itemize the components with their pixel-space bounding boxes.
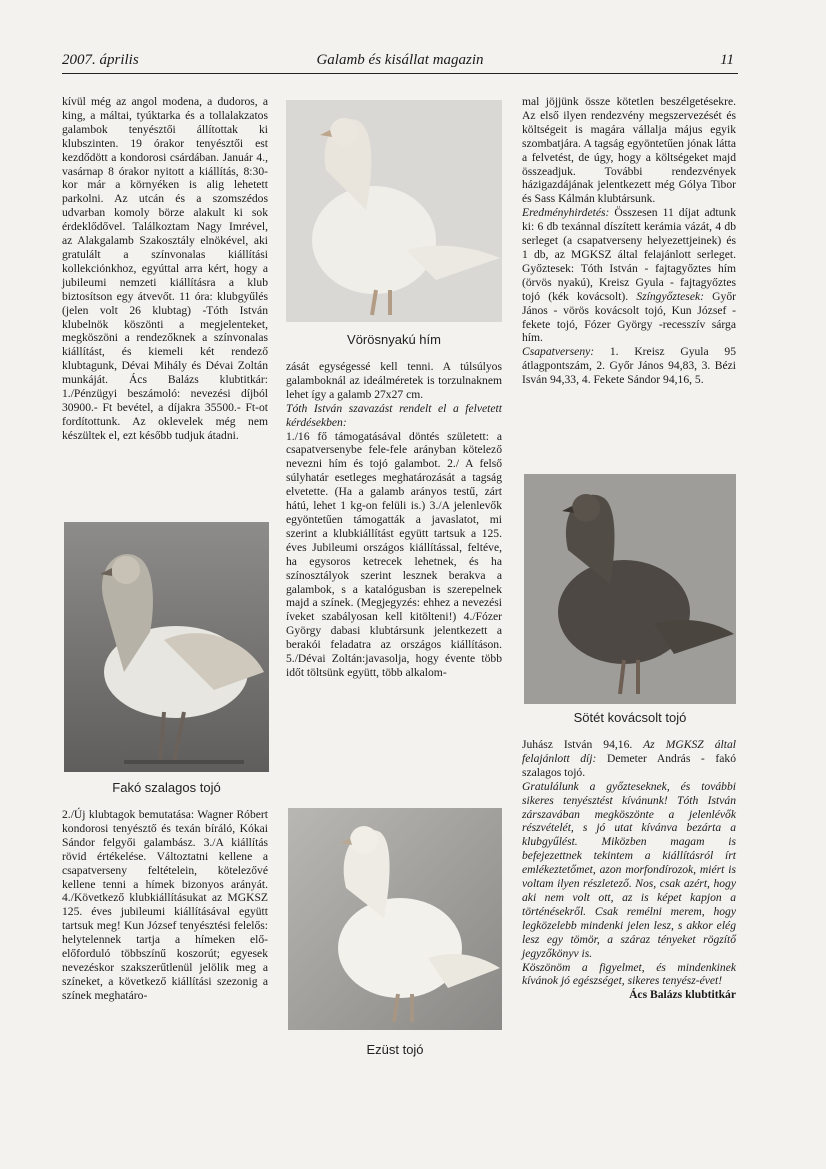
results-text: Összesen 11 díjat adtunk ki: 6 db texánnal díszített kerámia vázát, 4 db serleget (a csapatverseny helyezettjeinek) és 1 db, az MGKSZ által felajánlott serleget. Győztesek: Tóth István - fajtagyőztes hím (örvös nyakú), Kreisz Gyula - fajtagyőztes tojó (kék kovácsolt).	[522, 206, 736, 303]
paragraph: 2./Új klubtagok bemutatása: Wagner Róbert kondorosi tenyésztő és texán bíráló, Kókai Sándor felgyői galambász. 3./A kiállítás rövid értékelése. Változtatni kellene a csapatverseny feltételein, kötelezővé kellene tenni a hímek bizonyos arányát. 4./Következő klubkiállításukat az MGKSZ 125. éves jubileumi kiállításával együtt tartsuk meg! Kun József tenyésztési felelős: helytelennek tartja a hímeken elő-előforduló többszínű koszorút; egyesek nevezéskor szakszerűtlenül jelölik meg a színeket, a következő kiállítási szezonig a színek meghatáro-	[62, 808, 268, 1002]
photo-ezust-tojo	[288, 808, 502, 1030]
paragraph: 1./16 fő támogatásával döntés született: a csapatversenybe fele-fele arányban kötelező nevezni hím és tojó galambot. 2./ A felső súlyhatár esetleges meghatározását a tagság elvetette. (Ha a galamb arányos testű, zárt hátú, lehet 1 kg-on felüli is.) 3./A jelenlevők egyöntetűen támogatták a javaslatot, mi szerint a klubkiállítást együtt tartsuk a 125. éves Jubileumi országos kiállítással, feltéve, ha egysoros ketrecek lehetnek, és ha színosztályok szerint lesznek berakva a galambok, s a katalógusban is szerepelnek majd a színek. (Megjegyzés: ehhez a nevezési íveket szabályosan kell kitölteni!) 4./Fózer György dabasi klubtársunk jelentkezett a berakói feladatra az országos kiállításon. 5./Dévai Zoltán:javasolja, hogy évente több időt töltsünk együtt, több alkalom-	[286, 429, 502, 679]
team-label: Csapatverseny:	[522, 345, 595, 359]
color-winners-label: Színgyőztesek:	[636, 289, 704, 303]
header-rule	[62, 73, 738, 74]
award-label: Az MGKSZ által felajánlott díj:	[522, 738, 736, 765]
results-label: Eredményhirdetés:	[522, 206, 610, 220]
team-text: 1. Kreisz Gyula 95 átlagpontszám, 2. Győr János 94,83, 3. Bézi Isván 94,33, 4. Fekete Sándor 94,16, 5.	[522, 345, 736, 387]
award-text: Demeter András - fakó szalagos tojó.	[522, 751, 736, 779]
paragraph	[522, 206, 736, 345]
paragraph: kívül még az angol modena, a dudoros, a king, a máltai, tyúktarka és a tollalakzatos galambok tenyésztői állítottak ki klubszinten. 19 órakor tenyésztői est kezdődött a kondorosi csárdában. Január 4., vasárnap 8 órakor nyitott a kiállítás, 8:30-kor már a környéken is alig lehetett parkolni. Az utcán és a szomszédos udvarban komoly börze alakult ki sok érdeklődővel. Találkoztam Nagy Imrével, az Alakgalamb Szakosztály elnökével, aki gratulált a színvonalas kiállítási kollekciónkhoz, egyúttal arra kért, hogy a jubileumi nemzeti kiállításra a klub biztosítson egy átvevőt. 11 óra: klubgyűlés (jelen volt 26 klubtag) -Tóth István klubelnök köszönti a megjelenteket, megköszöni a rendezőknek a színvonalas kiállítást, és kiemeli két rendező klubtagunk, Dévai Mihály és Dévai Zoltán munkáját. Ács Balázs klubtitkár: 1./Pénzügyi beszámoló: nevezési díjból 30900.- Ft bevétel, a díjakra 35500.- Ft-ot fordítottunk. Az oklevelek még nem készültek el, ezt később tudjuk átadni.	[62, 95, 268, 442]
page-number: 11	[720, 52, 734, 68]
signature: Ács Balázs klubtitkár	[629, 988, 736, 1002]
magazine-title: Galamb és kisállat magazin	[316, 52, 484, 68]
article-column-1-top	[62, 95, 268, 443]
color-winners-text: Győr János - vörös kovácsolt tojó, Kun József - fekete tojó, Fózer György -recesszív sárga hím.	[522, 289, 736, 345]
paragraph	[522, 738, 736, 780]
article-column-3-bottom	[522, 738, 736, 1002]
paragraph: zását egységessé kell tenni. A túlsúlyos galamboknál az ideálméretek is torzulnaknem lehet így a galamb 27x27 cm.	[286, 360, 502, 401]
caption-fako: Fakó szalagos tojó	[112, 780, 221, 795]
article-column-3-top	[522, 95, 736, 387]
closing-paragraph: Gratulálunk a győzteseknek, és további sikeres tenyésztést kívánunk! Tóth István zárszavában megköszönte a jelenlévők részvételét, s jó utat kívánva bezárta a klubgyűlést. Miközben magam is befejezettnek tekintem a kiállításról írt emlékeztetőmet, azon morfondírozok, miért is voltam ilyen részletező. Nos, csak azért, hogy aki nem volt ott, az is képet kapjon a történésekről. Csak remélni merem, hogy legközelebb mindenki jelen lesz, s akkor elég lesz egy tömör, a száraz tényeket rögzítő jegyzőkönyv is.	[522, 779, 736, 960]
article-column-1-bottom	[62, 808, 268, 1003]
team-text-end: Juhász István 94,16.	[522, 738, 633, 751]
paragraph	[522, 345, 736, 387]
page-header	[62, 50, 738, 74]
closing-paragraph	[522, 960, 736, 1002]
caption-ezust: Ezüst tojó	[366, 1042, 424, 1057]
thanks-text: Köszönöm a figyelmet, és mindenkinek kívánok jó egészséget, sikeres tenyész-évet!	[522, 960, 736, 988]
caption-vorosnyaku: Vörösnyakú hím	[347, 332, 441, 347]
paragraph-italic: Tóth István szavazást rendelt el a felvetett kérdésekben:	[286, 401, 502, 429]
caption-sotet: Sötét kovácsolt tojó	[573, 710, 687, 725]
photo-fako-szalagos-tojo	[64, 522, 269, 772]
photo-vorosnyaku-him	[286, 100, 502, 322]
photo-sotet-kovacsolt-tojo	[524, 474, 736, 704]
article-column-2	[286, 360, 502, 680]
paragraph: mal jöjjünk össze kötetlen beszélgetésekre. Az első ilyen rendezvény megszervezését és költségeit is magára vállalja május egyik szombatjára. A tagság egyöntetűen jónak látta a felvetést, de úgy, hogy a költségeket majd összeadjuk. További rendezvények házigazdájának jelentkezett még Gólya Tibor és Sass Kálmán klubtársunk.	[522, 95, 736, 206]
issue-date: 2007. április	[62, 52, 139, 68]
